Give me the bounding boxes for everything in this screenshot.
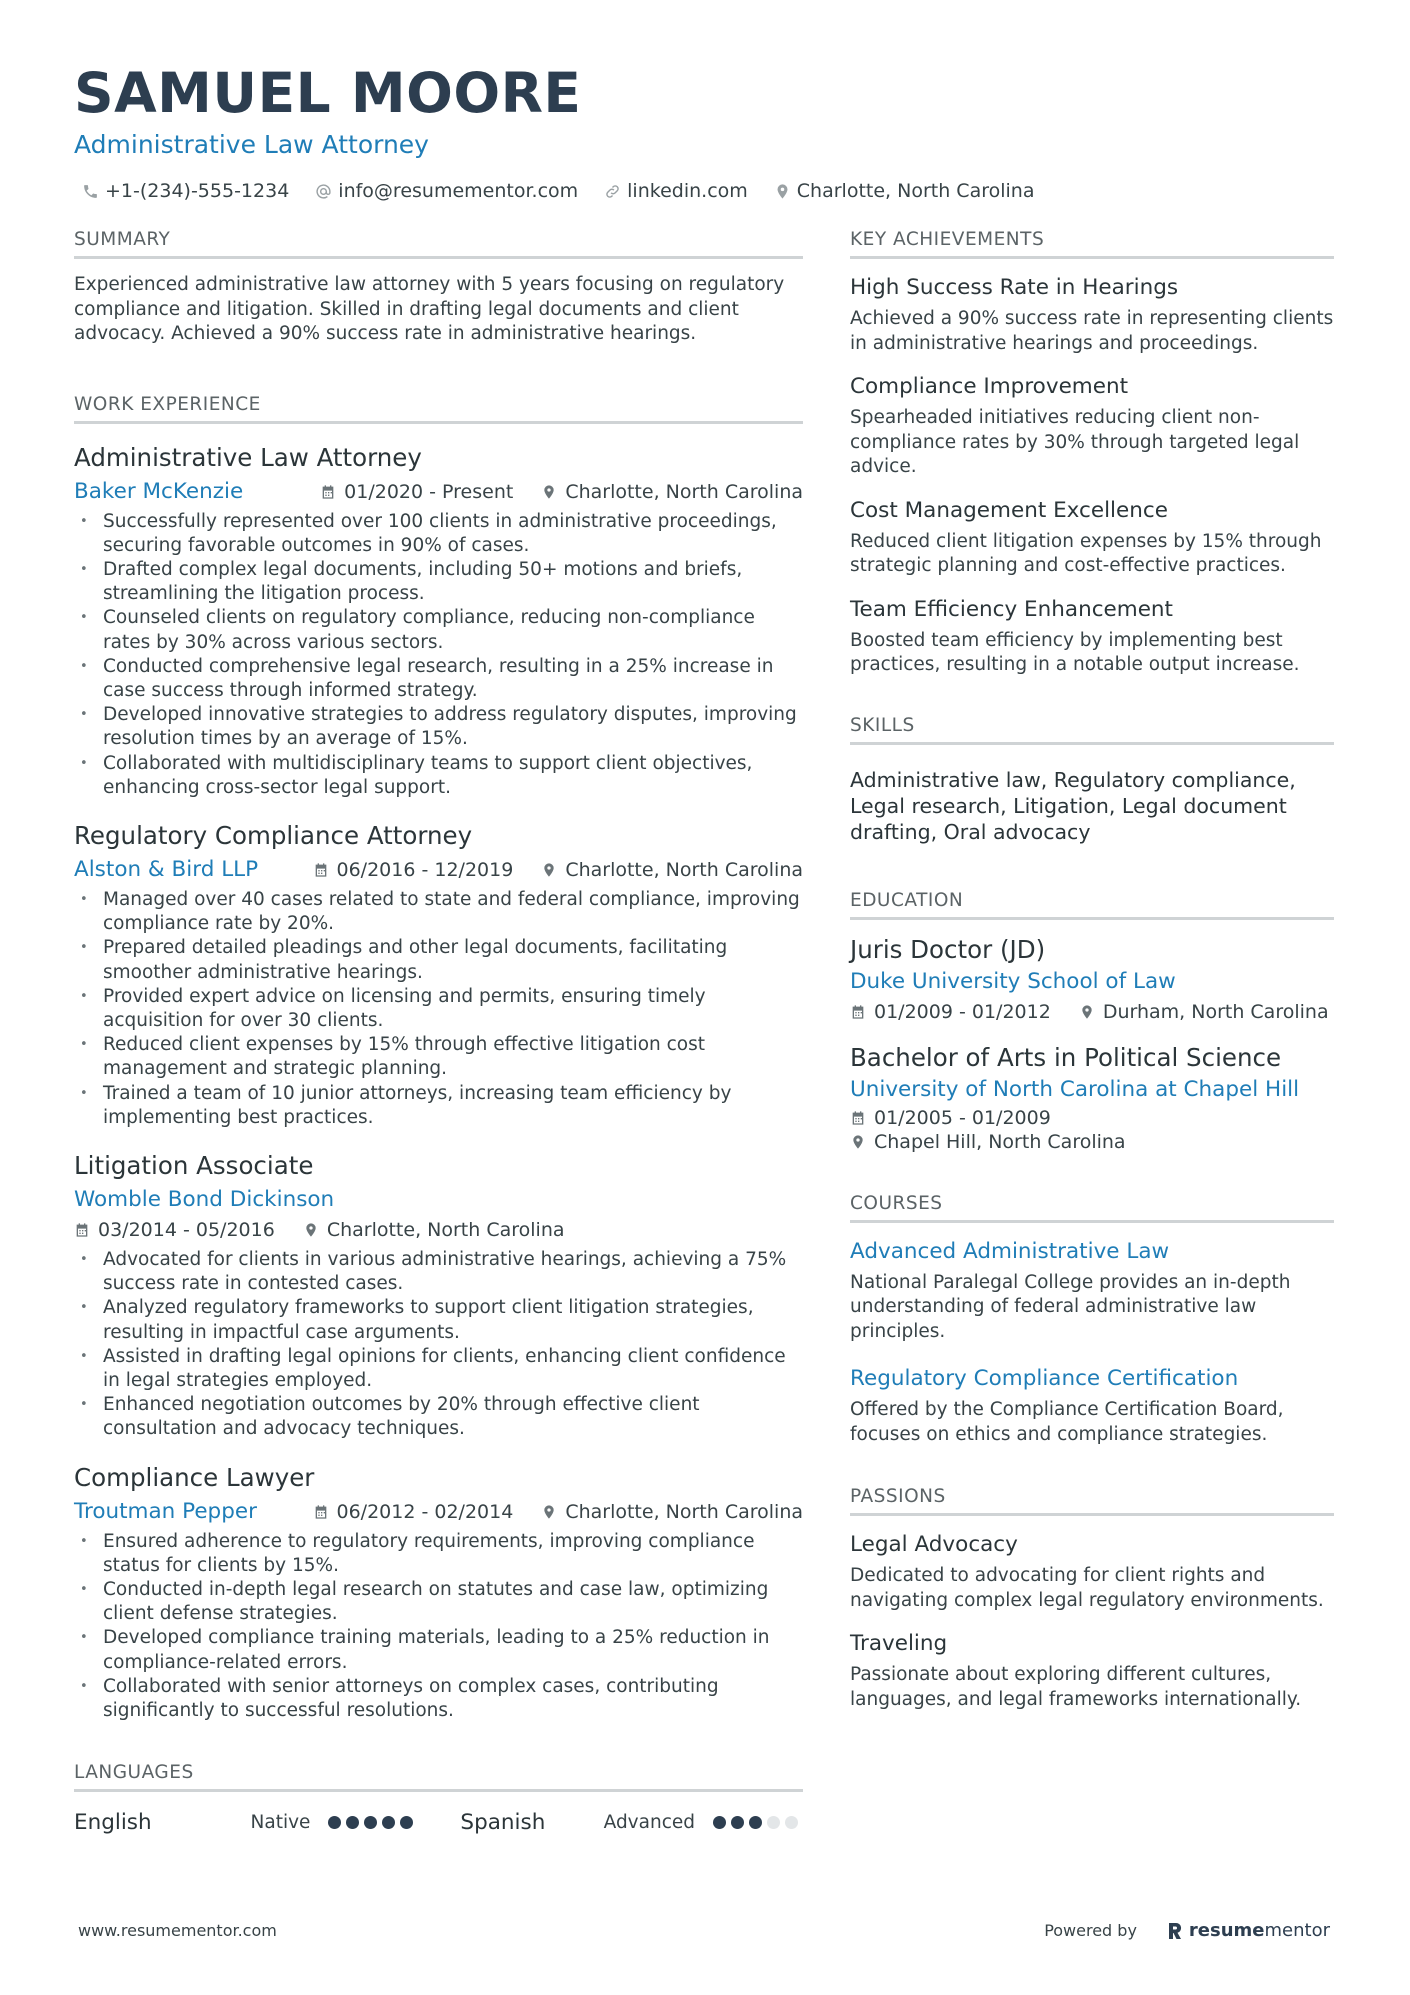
- contact-location: [774, 180, 1035, 202]
- job-entry: [74, 820, 803, 1130]
- achievement-item: [850, 372, 1334, 480]
- job-meta: [74, 1498, 803, 1526]
- list-item: • Assisted in drafting legal opinions for clients, enhancing client confidence in legal strategies employed.: [74, 1345, 803, 1393]
- job-title: Litigation Associate: [74, 1150, 314, 1180]
- rating-dot-empty: [785, 1816, 798, 1829]
- company-name: Baker McKenzie: [74, 478, 244, 504]
- resume-columns: [74, 228, 1334, 1835]
- education-heading: EDUCATION: [850, 889, 1334, 920]
- skills-heading: SKILLS: [850, 714, 1334, 745]
- list-item: • Successfully represented over 100 clients in administrative proceedings, securing favorable outcomes in 90% of cases.: [74, 510, 803, 558]
- job-bullets: [74, 510, 803, 800]
- passion-item: [850, 1530, 1334, 1613]
- phone-text: +1-(234)-555-1234: [105, 180, 290, 202]
- list-item: • Conducted comprehensive legal research, resulting in a 25% increase in case success through informed strategy.: [74, 655, 803, 703]
- left-column: [74, 228, 803, 1835]
- job-entry: [74, 442, 803, 800]
- list-item: • Ensured adherence to regulatory requirements, improving compliance status for clients by 15%.: [74, 1530, 803, 1578]
- powered-by-label: Powered by: [1044, 1921, 1137, 1940]
- language-level: Advanced: [603, 1812, 695, 1834]
- passion-item: [850, 1629, 1334, 1712]
- achievement-text: Boosted team efficiency by implementing best practices, resulting in a notable output increase.: [850, 629, 1300, 675]
- list-item: • Analyzed regulatory frameworks to support client litigation strategies, resulting in impactful case arguments.: [74, 1296, 803, 1344]
- contact-bar: [82, 180, 1334, 202]
- list-item: • Drafted complex legal documents, including 50+ motions and briefs, streamlining the litigation process.: [74, 558, 803, 606]
- languages-row: [74, 1810, 803, 1835]
- language-name: Spanish: [460, 1810, 546, 1836]
- course-text: National Paralegal College provides an in-depth understanding of federal administrative law principles.: [850, 1271, 1291, 1342]
- job-title: Regulatory Compliance Attorney: [74, 820, 473, 850]
- calendar-icon: [313, 862, 329, 878]
- list-item: • Developed innovative strategies to address regulatory disputes, improving resolution times by an average of 15%.: [74, 703, 803, 751]
- achievement-item: [850, 496, 1334, 579]
- job-location: Charlotte, North Carolina: [565, 480, 803, 503]
- map-pin-icon: [303, 1222, 319, 1238]
- list-item: • Developed compliance training materials, leading to a 25% reduction in compliance-related errors.: [74, 1626, 803, 1674]
- map-pin-icon: [850, 1134, 866, 1150]
- job-meta: [74, 1216, 803, 1244]
- passions-heading: PASSIONS: [850, 1485, 1334, 1516]
- education-dates: 01/2005 - 01/2009: [874, 1106, 1051, 1129]
- course-item: [850, 1237, 1334, 1345]
- email-text: info@resumementor.com: [338, 180, 579, 202]
- languages-heading: LANGUAGES: [74, 1761, 803, 1792]
- achievement-text: Reduced client litigation expenses by 15% through strategic planning and cost-effective practices.: [850, 530, 1322, 576]
- job-meta: [74, 856, 803, 884]
- summary-text: Experienced administrative law attorney with 5 years focusing on regulatory compliance and litigation. Skilled in drafting legal documents and client advocacy. Achieved a 90% success rate in administrative hearings.: [74, 274, 785, 344]
- job-title: Compliance Lawyer: [74, 1462, 315, 1492]
- school-name: Duke University School of Law: [850, 968, 1176, 994]
- rating-dot-filled: [400, 1816, 413, 1829]
- education-item: [850, 1042, 1334, 1154]
- company-name: Troutman Pepper: [74, 1498, 257, 1524]
- achievement-text: Achieved a 90% success rate in representing clients in administrative hearings and proceedings.: [850, 308, 1334, 354]
- achievement-title: High Success Rate in Hearings: [850, 275, 1179, 300]
- right-column: [850, 228, 1334, 1835]
- list-item: • Trained a team of 10 junior attorneys, increasing team efficiency by implementing best practices.: [74, 1082, 803, 1130]
- rating-dot-filled: [328, 1816, 341, 1829]
- job-dates: 03/2014 - 05/2016: [98, 1218, 275, 1241]
- education-dates: 01/2009 - 01/2012: [874, 1000, 1051, 1023]
- achievement-title: Cost Management Excellence: [850, 497, 1168, 523]
- phone-icon: [82, 183, 99, 200]
- passion-text: Passionate about exploring different cultures, languages, and legal frameworks internationally.: [850, 1664, 1302, 1710]
- job-bullets: [74, 1248, 803, 1442]
- list-item: • Managed over 40 cases related to state and federal compliance, improving compliance rate by 20%.: [74, 888, 803, 936]
- course-text: Offered by the Compliance Certification Board, focuses on ethics and compliance strategies.: [850, 1399, 1284, 1445]
- footer-website[interactable]: www.resumementor.com: [78, 1921, 277, 1940]
- course-name: Advanced Administrative Law: [850, 1238, 1170, 1264]
- education-location: Durham, North Carolina: [1102, 1000, 1329, 1023]
- map-pin-icon: [774, 183, 791, 200]
- candidate-title: Administrative Law Attorney: [74, 130, 429, 159]
- rating-dot-filled: [713, 1816, 726, 1829]
- at-icon: [315, 183, 332, 200]
- achievement-title: Team Efficiency Enhancement: [850, 596, 1173, 622]
- page-footer: [78, 1920, 1330, 1941]
- course-item: [850, 1364, 1334, 1447]
- language-name: English: [74, 1810, 152, 1836]
- list-item: • Provided expert advice on licensing and permits, ensuring timely acquisition for over 30 clients.: [74, 985, 803, 1033]
- rating-dot-filled: [382, 1816, 395, 1829]
- job-dates: 01/2020 - Present: [344, 480, 514, 503]
- achievement-item: [850, 595, 1334, 678]
- brand-logo-icon: [1167, 1922, 1183, 1940]
- brand-bold: resume: [1188, 1920, 1265, 1941]
- rating-dot-filled: [749, 1816, 762, 1829]
- list-item: • Collaborated with senior attorneys on complex cases, contributing significantly to successful resolutions.: [74, 1675, 803, 1723]
- job-dates: 06/2012 - 02/2014: [336, 1500, 514, 1523]
- education-item: [850, 934, 1334, 1026]
- passion-text: Dedicated to advocating for client rights and navigating complex legal regulatory environments.: [850, 1565, 1324, 1611]
- language-rating: [713, 1816, 803, 1829]
- company-name: Womble Bond Dickinson: [74, 1186, 335, 1212]
- school-name: University of North Carolina at Chapel Hill: [850, 1076, 1300, 1102]
- brand-logo[interactable]: [1167, 1920, 1330, 1941]
- list-item: • Conducted in-depth legal research on statutes and case law, optimizing client defense strategies.: [74, 1578, 803, 1626]
- job-title: Administrative Law Attorney: [74, 442, 422, 472]
- calendar-icon: [320, 484, 336, 500]
- list-item: • Counseled clients on regulatory compliance, reducing non-compliance rates by 30% across various sectors.: [74, 606, 803, 654]
- list-item: • Enhanced negotiation outcomes by 20% through effective client consultation and advocacy techniques.: [74, 1393, 803, 1441]
- achievement-title: Compliance Improvement: [850, 374, 1129, 399]
- courses-heading: COURSES: [850, 1192, 1334, 1223]
- job-entry: [74, 1150, 803, 1442]
- course-name: Regulatory Compliance Certification: [850, 1366, 1239, 1391]
- company-name: Alston & Bird LLP: [74, 856, 259, 882]
- candidate-name: SAMUEL MOORE: [74, 61, 582, 125]
- degree-name: Bachelor of Arts in Political Science: [850, 1042, 1282, 1072]
- calendar-icon: [850, 1004, 866, 1020]
- job-location: Charlotte, North Carolina: [565, 1500, 803, 1523]
- achievement-item: [850, 273, 1334, 356]
- list-item: • Advocated for clients in various administrative hearings, achieving a 75% success rate in contested cases.: [74, 1248, 803, 1296]
- list-item: • Reduced client expenses by 15% through effective litigation cost management and strategic planning.: [74, 1033, 803, 1081]
- map-pin-icon: [541, 862, 557, 878]
- language-level: Native: [250, 1812, 311, 1834]
- achievement-text: Spearheaded initiatives reducing client non-compliance rates by 30% through targeted legal advice.: [850, 407, 1300, 477]
- map-pin-icon: [541, 1504, 557, 1520]
- rating-dot-empty: [767, 1816, 780, 1829]
- rating-dot-filled: [731, 1816, 744, 1829]
- job-location: Charlotte, North Carolina: [326, 1218, 565, 1241]
- rating-dot-filled: [346, 1816, 359, 1829]
- map-pin-icon: [541, 484, 557, 500]
- list-item: • Prepared detailed pleadings and other legal documents, facilitating smoother administrative hearings.: [74, 936, 803, 984]
- experience-heading: WORK EXPERIENCE: [74, 393, 803, 424]
- job-bullets: [74, 1530, 803, 1724]
- contact-phone[interactable]: [82, 180, 289, 202]
- achievements-heading: KEY ACHIEVEMENTS: [850, 228, 1334, 259]
- list-item: • Collaborated with multidisciplinary teams to support client objectives, enhancing cross-sector legal support.: [74, 752, 803, 800]
- calendar-icon: [313, 1504, 329, 1520]
- degree-name: Juris Doctor (JD): [850, 934, 1046, 964]
- link-icon: [604, 183, 621, 200]
- education-location: Chapel Hill, North Carolina: [874, 1130, 1126, 1153]
- brand-light: mentor: [1264, 1920, 1330, 1941]
- contact-email[interactable]: [315, 180, 578, 202]
- job-entry: [74, 1462, 803, 1724]
- calendar-icon: [74, 1222, 90, 1238]
- calendar-icon: [850, 1110, 866, 1126]
- language-rating: [328, 1816, 418, 1829]
- job-bullets: [74, 888, 803, 1130]
- passion-title: Traveling: [850, 1631, 948, 1656]
- skills-text: Administrative law, Regulatory compliance, Legal research, Litigation, Legal document drafting, Oral advocacy: [850, 767, 1296, 844]
- summary-heading: SUMMARY: [74, 228, 803, 259]
- contact-linkedin[interactable]: [604, 180, 748, 202]
- job-location: Charlotte, North Carolina: [565, 858, 803, 881]
- location-text: Charlotte, North Carolina: [796, 180, 1035, 202]
- linkedin-text: linkedin.com: [627, 180, 748, 202]
- passion-title: Legal Advocacy: [850, 1532, 1018, 1557]
- job-meta: [74, 478, 803, 506]
- map-pin-icon: [1079, 1004, 1095, 1020]
- job-dates: 06/2016 - 12/2019: [336, 858, 514, 881]
- powered-by: [1044, 1920, 1330, 1941]
- rating-dot-filled: [364, 1816, 377, 1829]
